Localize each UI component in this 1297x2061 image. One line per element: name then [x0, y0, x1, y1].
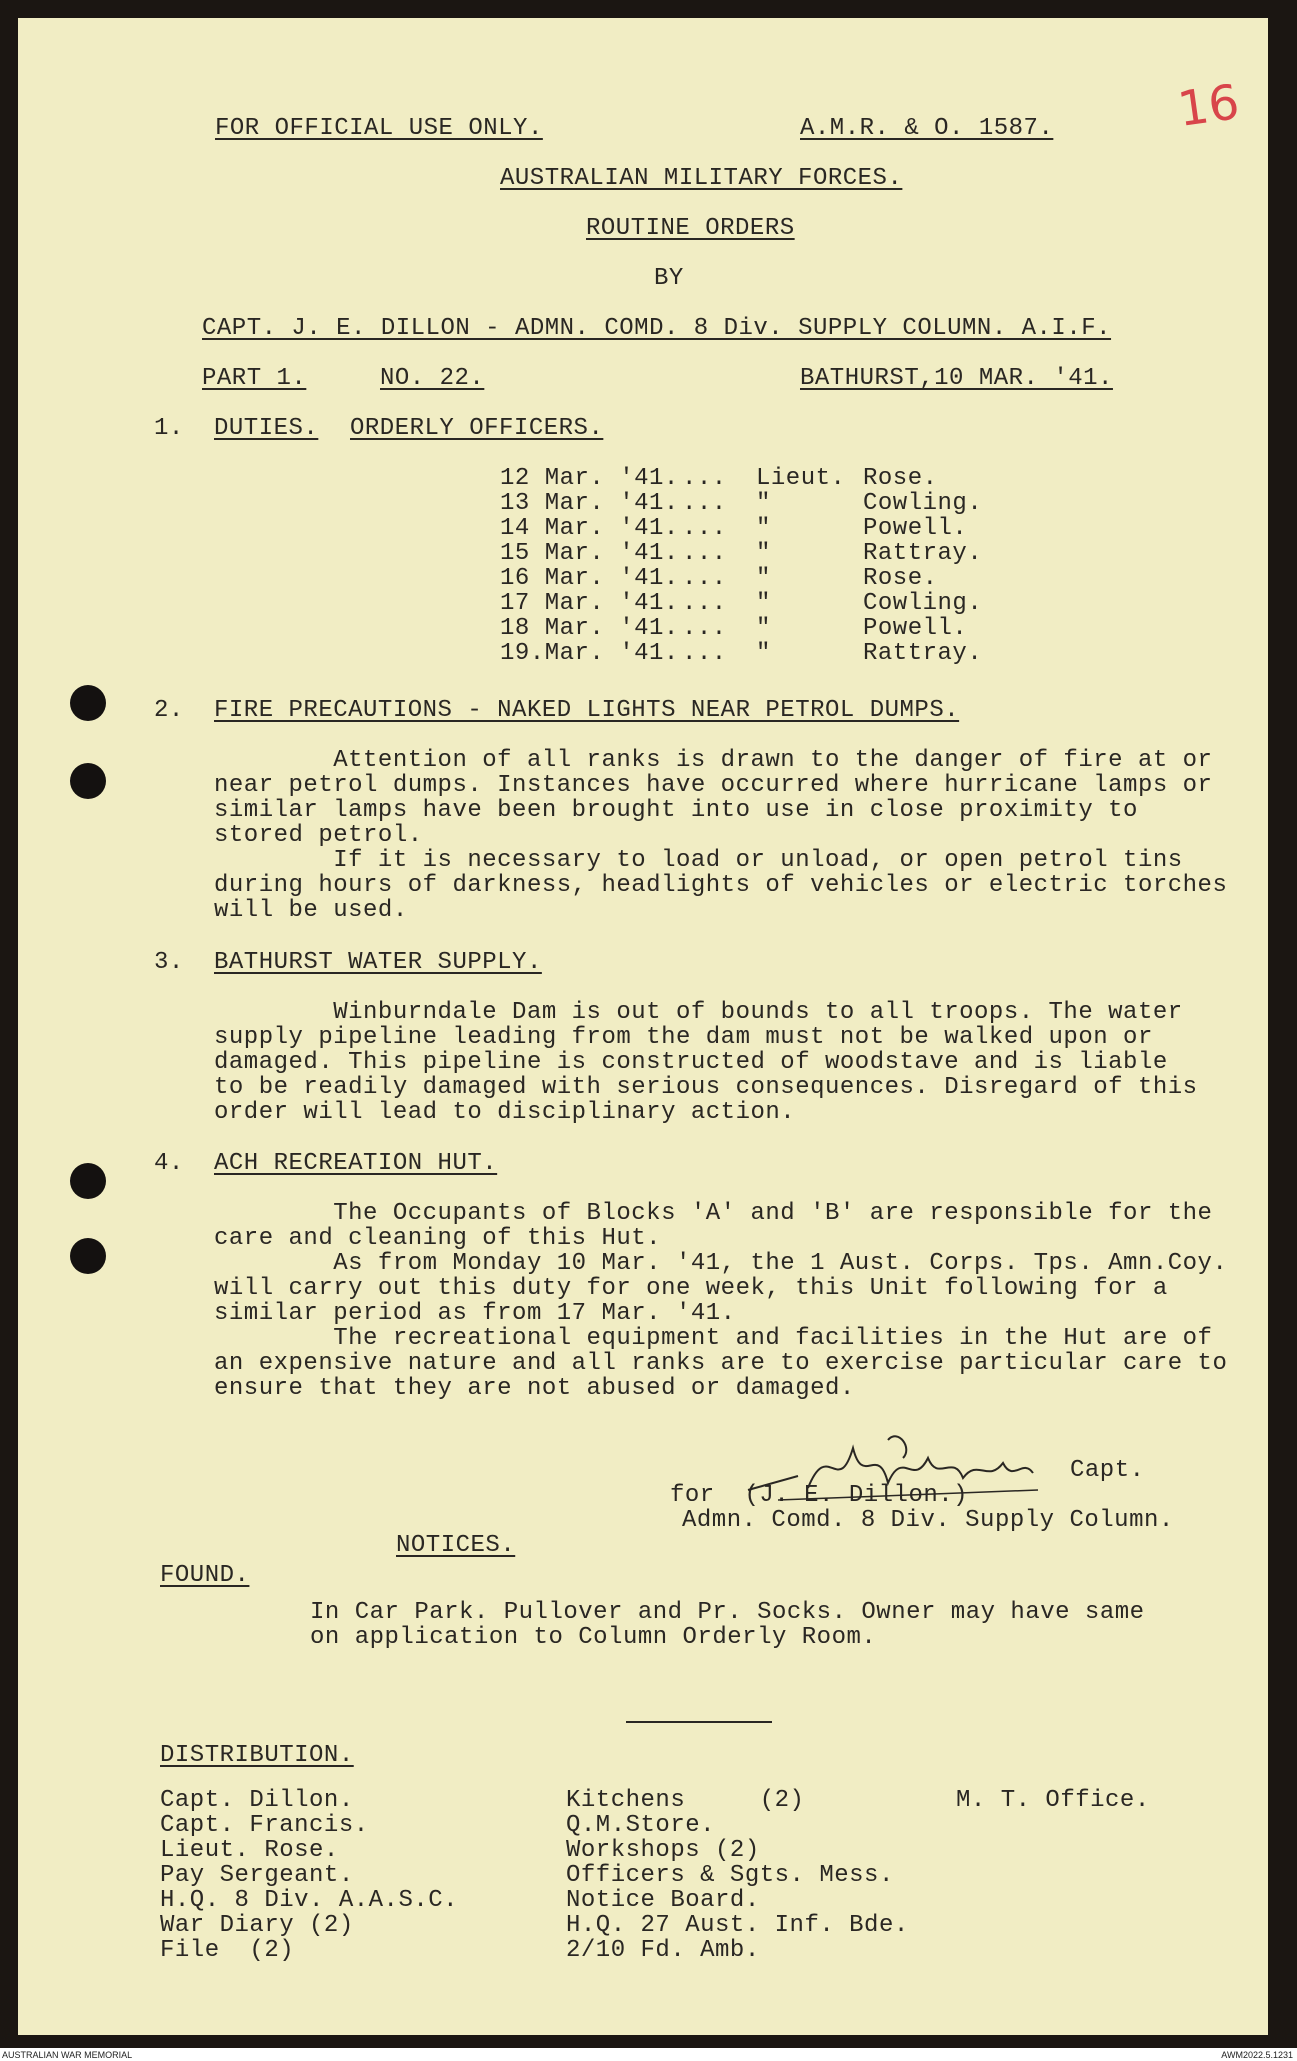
found-notice-line: on application to Column Orderly Room.: [310, 1624, 877, 1651]
section-4-line: As from Monday 10 Mar. '41, the 1 Aust. Corps. Tps. Amn.Coy.: [214, 1250, 1228, 1277]
distribution-entry: Notice Board.: [566, 1887, 760, 1914]
duty-date: 15 Mar. '41.: [500, 540, 679, 567]
duty-officer-name: Powell.: [863, 615, 968, 642]
duty-date: 12 Mar. '41.: [500, 465, 679, 492]
section-3-number: 3.: [154, 949, 184, 976]
signature-rank: Capt.: [1070, 1457, 1145, 1484]
folio-number: 16: [1174, 74, 1243, 138]
punch-hole: [70, 763, 106, 799]
duty-officer-name: Cowling.: [863, 590, 983, 617]
duty-officer-name: Powell.: [863, 515, 968, 542]
duty-rank: ": [756, 640, 771, 667]
by-line: BY: [654, 265, 684, 292]
duty-rank: ": [756, 590, 771, 617]
classification: FOR OFFICIAL USE ONLY.: [215, 115, 543, 142]
section-2-line: near petrol dumps. Instances have occurred where hurricane lamps or: [214, 772, 1213, 799]
section-4-line: The Occupants of Blocks 'A' and 'B' are responsible for the: [214, 1200, 1213, 1227]
found-notice-line: In Car Park. Pullover and Pr. Socks. Owner may have same: [310, 1599, 1145, 1626]
duty-dots: ...: [682, 565, 727, 592]
section-3-line: damaged. This pipeline is constructed of woodstave and is liable: [214, 1049, 1168, 1076]
duty-rank: ": [756, 565, 771, 592]
notices-heading: NOTICES.: [396, 1532, 516, 1559]
distribution-entry: M. T. Office.: [956, 1787, 1150, 1814]
doc-type: ROUTINE ORDERS: [586, 215, 795, 242]
distribution-entry: Capt. Dillon.: [160, 1787, 354, 1814]
section-4-line: ensure that they are not abused or damaged.: [214, 1375, 855, 1402]
duty-date: 16 Mar. '41.: [500, 565, 679, 592]
duty-officer-name: Rattray.: [863, 540, 983, 567]
punch-hole: [70, 1238, 106, 1274]
duty-date: 17 Mar. '41.: [500, 590, 679, 617]
section-2-line: Attention of all ranks is drawn to the danger of fire at or: [214, 747, 1213, 774]
section-4-line: care and cleaning of this Hut.: [214, 1225, 662, 1252]
order-number: NO. 22.: [380, 365, 485, 392]
distribution-entry: Pay Sergeant.: [160, 1862, 354, 1889]
duty-date: 13 Mar. '41.: [500, 490, 679, 517]
duty-dots: ...: [682, 615, 727, 642]
distribution-heading: DISTRIBUTION.: [160, 1742, 354, 1769]
section-2-line: similar lamps have been brought into use in close proximity to: [214, 797, 1138, 824]
duty-dots: ...: [682, 490, 727, 517]
duty-dots: ...: [682, 515, 727, 542]
section-2-number: 2.: [154, 697, 184, 724]
distribution-entry: H.Q. 27 Aust. Inf. Bde.: [566, 1912, 909, 1939]
distribution-entry: H.Q. 8 Div. A.A.S.C.: [160, 1887, 459, 1914]
duty-date: 19.Mar. '41.: [500, 640, 679, 667]
section-1-number: 1.: [154, 415, 184, 442]
section-4-number: 4.: [154, 1150, 184, 1177]
duty-dots: ...: [682, 465, 727, 492]
document-page: [18, 18, 1268, 2035]
duty-rank: ": [756, 540, 771, 567]
distribution-entry: Officers & Sgts. Mess.: [566, 1862, 894, 1889]
signature-title-line: Admn. Comd. 8 Div. Supply Column.: [682, 1507, 1174, 1534]
duty-officer-name: Cowling.: [863, 490, 983, 517]
place-date: BATHURST,10 MAR. '41.: [800, 365, 1113, 392]
distribution-entry: Q.M.Store.: [566, 1812, 716, 1839]
section-3-line: supply pipeline leading from the dam must not be walked upon or: [214, 1024, 1153, 1051]
duty-rank: ": [756, 515, 771, 542]
distribution-entry: File (2): [160, 1937, 295, 1964]
section-2-line: If it is necessary to load or unload, or open petrol tins: [214, 847, 1183, 874]
distribution-entry: Capt. Francis.: [160, 1812, 369, 1839]
section-4-line: The recreational equipment and facilities in the Hut are of: [214, 1325, 1213, 1352]
section-4-line: an expensive nature and all ranks are to exercise particular care to: [214, 1350, 1228, 1377]
distribution-entry: Kitchens (2): [566, 1787, 805, 1814]
section-3-line: order will lead to disciplinary action.: [214, 1099, 796, 1126]
duty-rank: Lieut.: [756, 465, 846, 492]
duty-rank: ": [756, 490, 771, 517]
section-2-line: during hours of darkness, headlights of vehicles or electric torches: [214, 872, 1228, 899]
section-4-line: similar period as from 17 Mar. '41.: [214, 1300, 736, 1327]
duty-officer-name: Rose.: [863, 465, 938, 492]
duty-dots: ...: [682, 640, 727, 667]
section-3-title: BATHURST WATER SUPPLY.: [214, 949, 542, 976]
section-3-line: to be readily damaged with serious consequences. Disregard of this: [214, 1074, 1198, 1101]
footer-accession-number: AWM2022.5.1231: [1221, 2050, 1293, 2060]
commander-line: CAPT. J. E. DILLON - ADMN. COMD. 8 Div. SUPPLY COLUMN. A.I.F.: [202, 315, 1112, 342]
distribution-entry: 2/10 Fd. Amb.: [566, 1937, 760, 1964]
duty-dots: ...: [682, 590, 727, 617]
found-label: FOUND.: [160, 1562, 250, 1589]
signature-for-line: for (J. E. Dillon.): [670, 1482, 969, 1509]
duty-officer-name: Rattray.: [863, 640, 983, 667]
duty-date: 14 Mar. '41.: [500, 515, 679, 542]
section-2-title: FIRE PRECAUTIONS - NAKED LIGHTS NEAR PETROL DUMPS.: [214, 697, 960, 724]
reference-number: A.M.R. & O. 1587.: [800, 115, 1054, 142]
section-1-subtitle: ORDERLY OFFICERS.: [350, 415, 604, 442]
divider-rule: [626, 1721, 772, 1723]
punch-hole: [70, 1163, 106, 1199]
duty-rank: ": [756, 615, 771, 642]
distribution-entry: War Diary (2): [160, 1912, 354, 1939]
distribution-entry: Workshops (2): [566, 1837, 760, 1864]
part-number: PART 1.: [202, 365, 307, 392]
punch-hole: [70, 685, 106, 721]
section-2-line: will be used.: [214, 897, 408, 924]
duty-date: 18 Mar. '41.: [500, 615, 679, 642]
duty-officer-name: Rose.: [863, 565, 938, 592]
footer-institution: AUSTRALIAN WAR MEMORIAL: [2, 2050, 133, 2060]
force-title: AUSTRALIAN MILITARY FORCES.: [500, 165, 903, 192]
distribution-entry: Lieut. Rose.: [160, 1837, 339, 1864]
section-3-line: Winburndale Dam is out of bounds to all troops. The water: [214, 999, 1183, 1026]
section-2-line: stored petrol.: [214, 822, 423, 849]
section-4-line: will carry out this duty for one week, this Unit following for a: [214, 1275, 1168, 1302]
section-1-title: DUTIES.: [214, 415, 319, 442]
duty-dots: ...: [682, 540, 727, 567]
section-4-title: ACH RECREATION HUT.: [214, 1150, 498, 1177]
